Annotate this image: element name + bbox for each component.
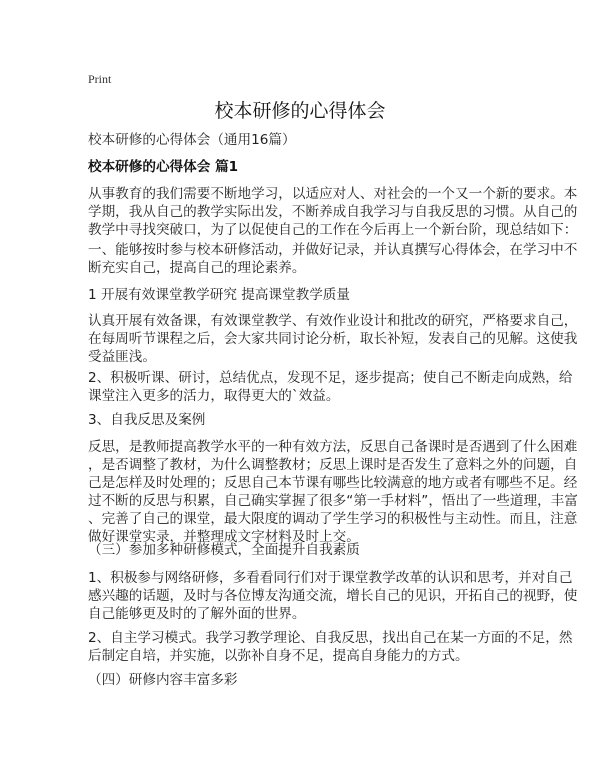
paragraph-line: （四）研修内容丰富多彩 bbox=[88, 672, 238, 688]
paragraph-line: 2、积极听课、研讨，总结优点，发现不足，逐步提高；使自己不断走向成熟，给 bbox=[88, 370, 573, 386]
document-subtitle: 校本研修的心得体会（通用16篇） bbox=[88, 132, 296, 148]
section-heading: 校本研修的心得体会 篇1 bbox=[88, 159, 239, 175]
paragraph bbox=[88, 241, 577, 277]
paragraph-line: 认真开展有效备课，有效课堂教学、有效作业设计和批改的研究，严格要求自己， bbox=[88, 313, 578, 329]
paragraph-line: 3、自我反思及案例 bbox=[88, 412, 206, 428]
paragraph bbox=[88, 312, 577, 366]
paragraph-line: 1 开展有效课堂教学研究 提高课堂教学质量 bbox=[88, 287, 350, 303]
paragraph-line: 反思，是教师提高教学水平的一种有效方法，反思自己备课时是否遇到了什么困难 bbox=[88, 439, 578, 455]
paragraph-line: 做好课堂实录，并整理成文字材料及时上交。 bbox=[88, 529, 360, 545]
paragraph bbox=[88, 369, 572, 405]
paragraph bbox=[88, 629, 572, 665]
paragraph bbox=[88, 569, 577, 623]
paragraph-line: 课堂注入更多的活力，取得更大的`效益。 bbox=[88, 388, 340, 404]
paragraph bbox=[88, 438, 578, 546]
paragraph bbox=[88, 411, 205, 429]
paragraph-line: 教学中寻找突破口，为了以促使自己的工作在今后再上一个新台阶，现总结如下： bbox=[88, 222, 578, 238]
print-label: Print bbox=[88, 72, 112, 86]
paragraph bbox=[88, 286, 350, 304]
paragraph-line: 、完善了自己的课堂，最大限度的调动了学生学习的积极性与主动性。而且，注意 bbox=[88, 511, 578, 527]
paragraph bbox=[88, 671, 238, 689]
paragraph bbox=[88, 185, 577, 239]
paragraph bbox=[88, 541, 360, 559]
paragraph-line: 感兴趣的话题，及时与各位博友沟通交流，增长自己的见识，开拓自己的视野，使 bbox=[88, 588, 578, 604]
paragraph-line: 2、自主学习模式。我学习教学理论、自我反思，找出自己在某一方面的不足，然 bbox=[88, 630, 573, 646]
paragraph-line: 从事教育的我们需要不断地学习，以适应对人、对社会的一个又一个新的要求。本 bbox=[88, 186, 578, 202]
paragraph-line: 一、能够按时参与校本研修活动，并做好记录，并认真撰写心得体会，在学习中不 bbox=[88, 242, 578, 258]
document-title: 校本研修的心得体会 bbox=[214, 100, 386, 122]
paragraph-line: 在每周听节课程之后，会大家共同讨论分析，取长补短，发表自己的见解。这使我 bbox=[88, 331, 578, 347]
paragraph-line: 己是怎样及时处理的；反思自己本节课有哪些比较满意的地方或者有哪些不足。经 bbox=[88, 475, 578, 491]
paragraph-line: 1、积极参与网络研修，多看看同行们对于课堂教学改革的认识和思考，并对自己 bbox=[88, 570, 573, 586]
paragraph-line: ，是否调整了教材，为什么调整教材；反思上课时是否发生了意料之外的问题，自 bbox=[88, 457, 578, 473]
paragraph-line: （三）参加多种研修模式，全面提升自我素质 bbox=[88, 542, 360, 558]
paragraph-line: 断充实自己，提高自己的理论素养。 bbox=[88, 260, 306, 276]
paragraph-line: 过不断的反思与积累，自己确实掌握了很多“第一手材料”，悟出了一些道理，丰富 bbox=[88, 493, 578, 509]
paragraph-line: 学期，我从自己的教学实际出发，不断养成自我学习与自我反思的习惯。从自己的 bbox=[88, 204, 578, 220]
paragraph-line: 后制定自培，并实施，以弥补自身不足，提高自身能力的方式。 bbox=[88, 648, 469, 664]
paragraph-line: 自己能够更及时的了解外面的世界。 bbox=[88, 606, 306, 622]
paragraph-line: 受益匪浅。 bbox=[88, 349, 156, 365]
